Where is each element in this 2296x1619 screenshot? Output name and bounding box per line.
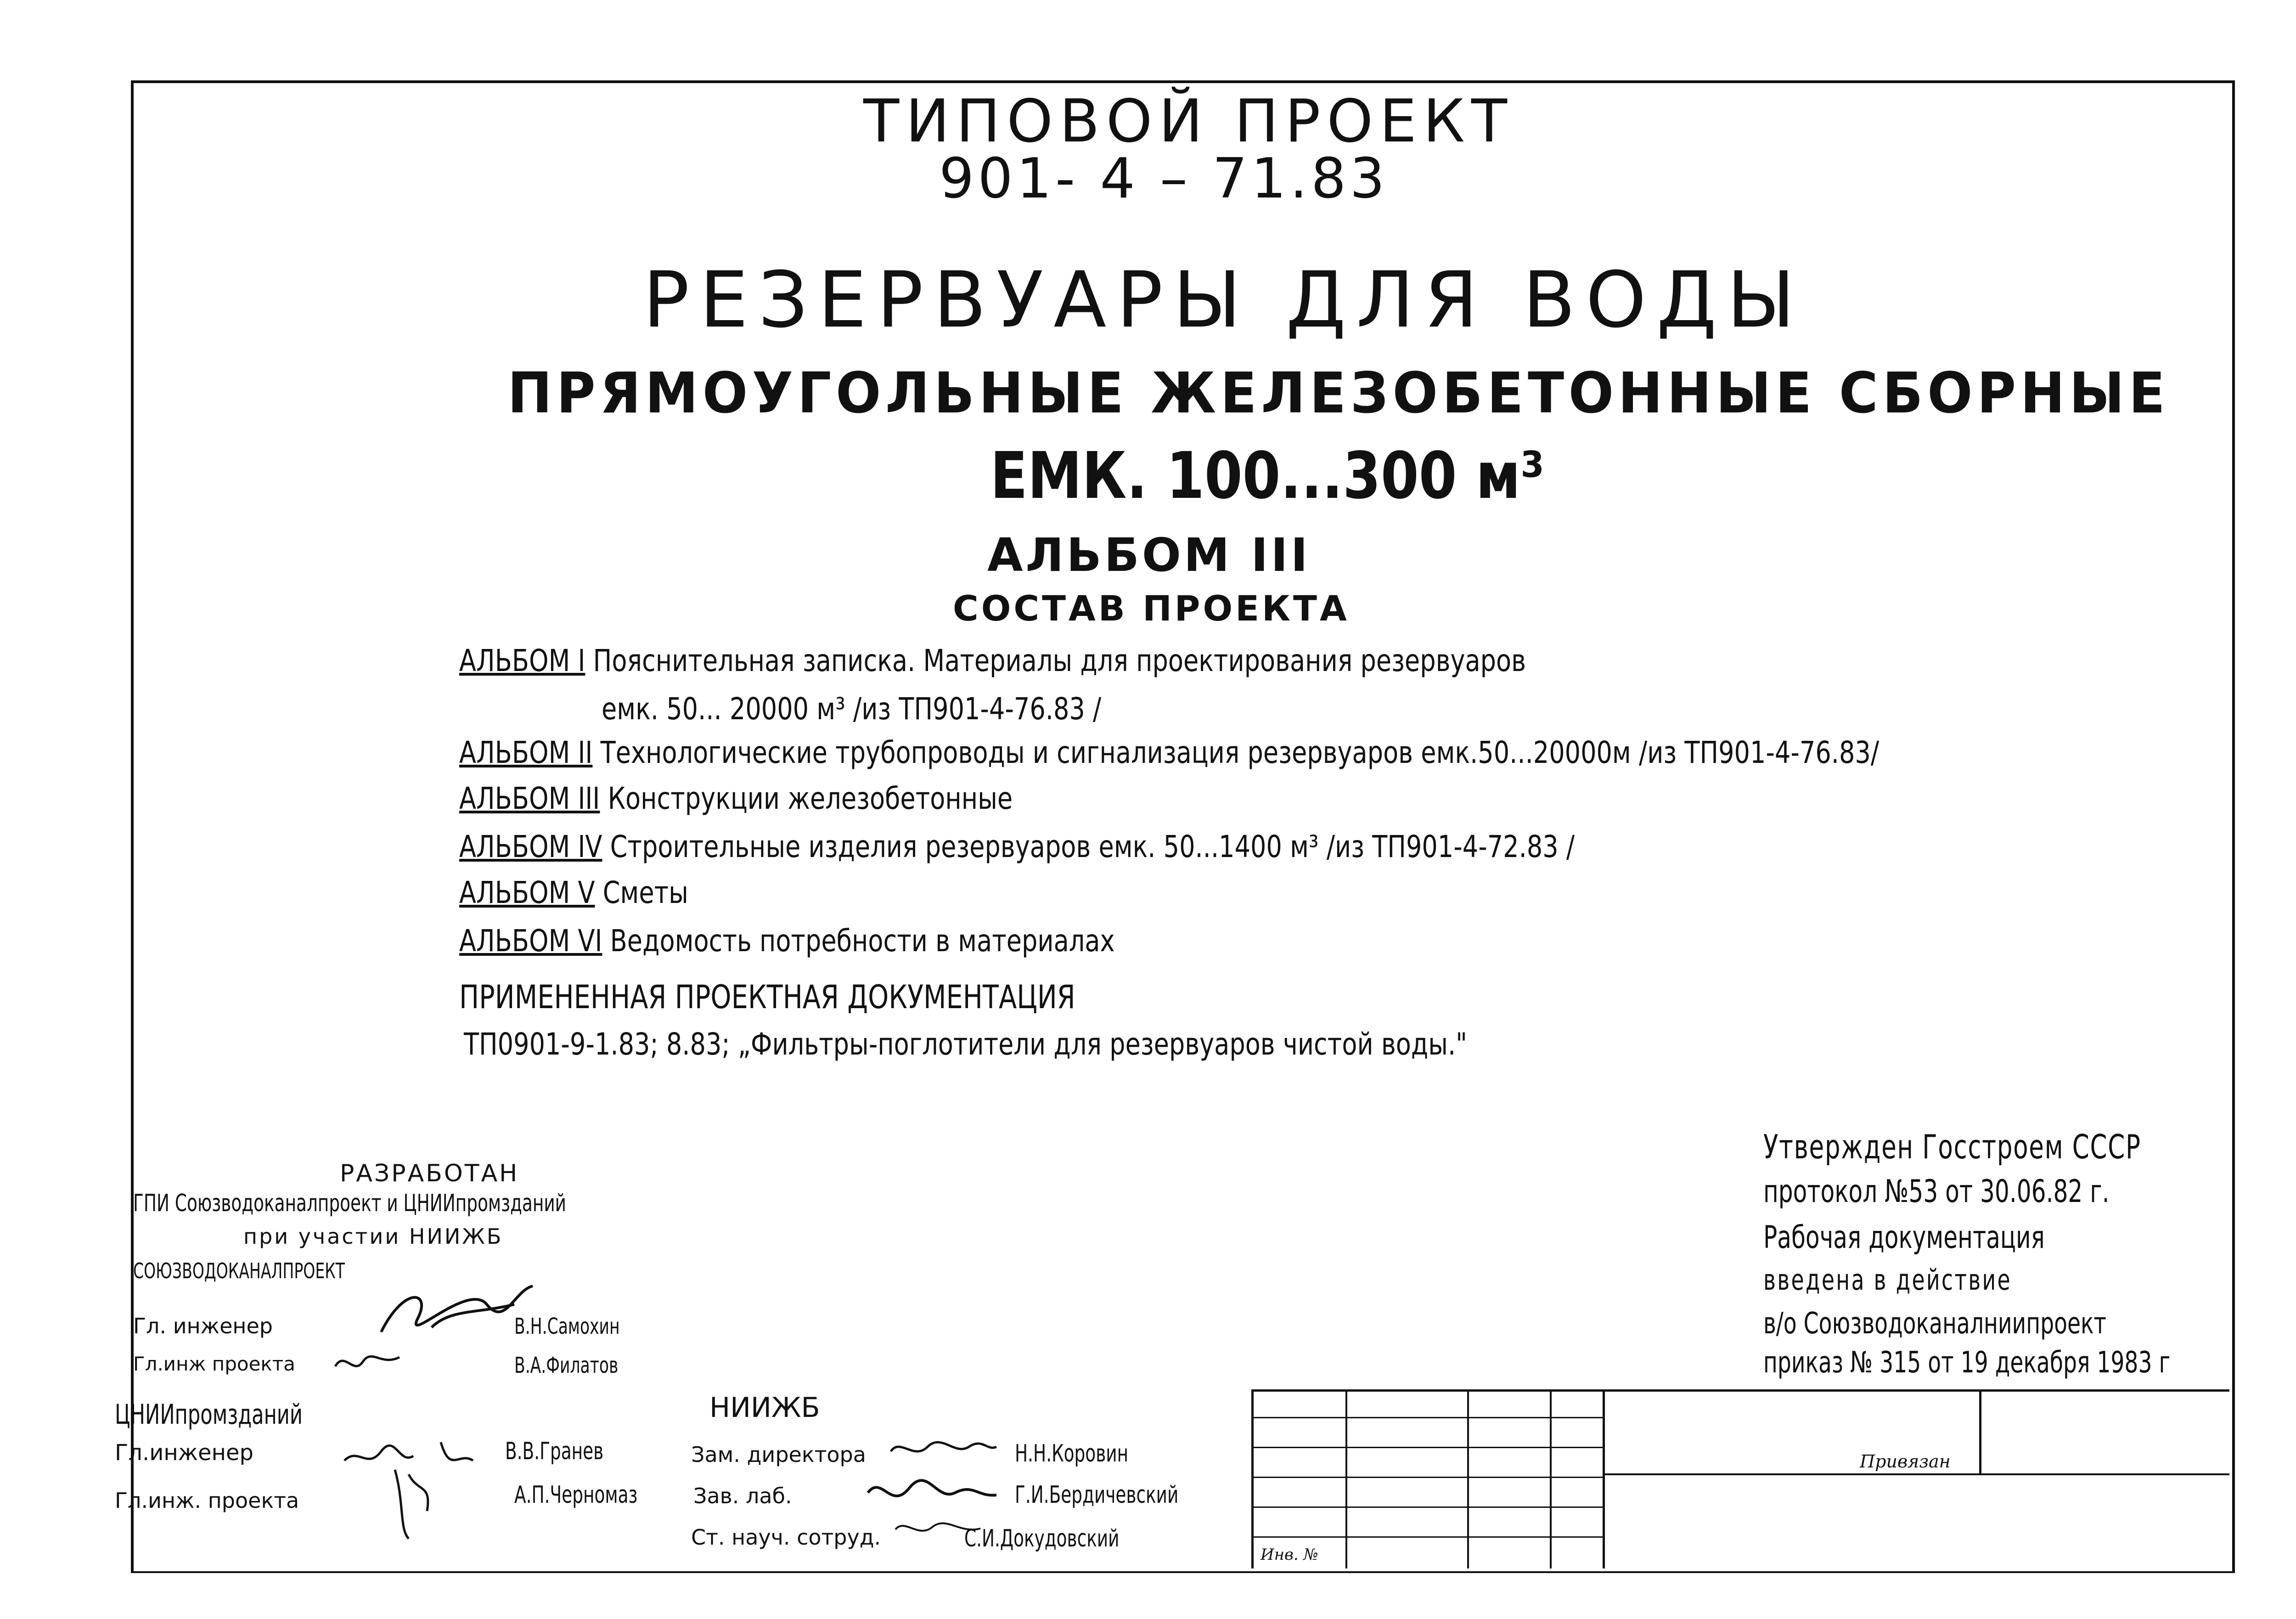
album-4-text: Строительные изделия резервуаров емк. 50...1400 м³ /из ТП901-4-72.83 / — [610, 829, 1575, 864]
approval-line5: в/о Союзводоканалниипроект — [1763, 1307, 2107, 1341]
approval-line1: Утвержден Госстроем СССР — [1763, 1128, 2141, 1166]
developed-org2: при участии НИИЖБ — [243, 1224, 503, 1249]
approval-line4: введена в действие — [1763, 1263, 2012, 1297]
header-album: АЛЬБОМ III — [987, 528, 1311, 582]
signature-researcher-image — [891, 1516, 983, 1543]
header-composition: СОСТАВ ПРОЕКТА — [953, 588, 1350, 629]
album-2-row — [459, 735, 1879, 770]
signature-lab-head-image — [863, 1474, 1001, 1516]
signature-dep-dir-image — [886, 1433, 1001, 1465]
album-4-label: АЛЬБОМ IV — [459, 829, 602, 864]
album-6-row — [459, 923, 1115, 959]
album-2-label: АЛЬБОМ II — [459, 735, 593, 770]
signature-chief-engineer-image — [377, 1277, 542, 1346]
stamp-inventory-label: Инв. № — [1261, 1546, 1318, 1564]
album-1-continuation — [602, 691, 1101, 727]
org-niizhb: НИИЖБ — [709, 1392, 820, 1424]
researcher-role: Ст. науч. сотруд. — [691, 1525, 881, 1550]
applied-docs-title: ПРИМЕНЕННАЯ ПРОЕКТНАЯ ДОКУМЕНТАЦИЯ — [459, 978, 1075, 1016]
album-1-text: Пояснительная записка. Материалы для проектирования резервуаров — [593, 643, 1526, 678]
header-capacity: ЕМК. 100...300 м³ — [990, 439, 1545, 513]
dep-dir-role: Зам. директора — [691, 1442, 866, 1467]
album-1-row — [459, 643, 1526, 678]
lab-head-name: Г.И.Бердичевский — [1015, 1481, 1179, 1509]
ce2-role: Гл.инженер — [115, 1440, 253, 1466]
album-5-row — [459, 875, 688, 910]
ce2-name: В.В.Гранев — [505, 1438, 604, 1465]
album-6-label: АЛЬБОМ VI — [459, 923, 602, 959]
developed-org3: СОЮЗВОДОКАНАЛПРОЕКТ — [133, 1258, 345, 1283]
album-3-text: Конструкции железобетонные — [608, 781, 1013, 816]
header-project-number: 901- 4 – 71.83 — [939, 147, 1389, 211]
header-typical-project: ТИПОВОЙ ПРОЕКТ — [863, 87, 1514, 156]
pe2-name: А.П.Черномаз — [514, 1481, 638, 1509]
approval-line2: протокол №53 от 30.06.82 г. — [1763, 1173, 2110, 1210]
developed-org1: ГПИ Союзводоканалпроект и ЦНИИпромзданий — [133, 1190, 566, 1217]
album-3-label: АЛЬБОМ III — [459, 781, 600, 816]
signature-pe2-image — [386, 1465, 441, 1543]
header-subtitle: ПРЯМОУГОЛЬНЫЕ ЖЕЛЕЗОБЕТОННЫЕ СБОРНЫЕ — [507, 361, 2170, 426]
album-1-cont-text: емк. 50... 20000 м³ /из ТП901-4-76.83 / — [602, 691, 1102, 727]
project-engineer-name: В.А.Филатов — [514, 1353, 619, 1378]
album-4-row — [459, 829, 1575, 864]
album-6-text: Ведомость потребности в материалах — [610, 923, 1115, 959]
approval-line6: приказ № 315 от 19 декабря 1983 г — [1763, 1346, 2171, 1380]
pe2-role: Гл.инж. проекта — [115, 1488, 299, 1513]
applied-docs-text: ТП0901-9-1.83; 8.83; „Фильтры-поглотители для резервуаров чистой воды." — [464, 1027, 1468, 1062]
stamp-bound-label: Привязан — [1860, 1451, 1951, 1472]
album-2-text: Технологические трубопроводы и сигнализация резервуаров емк.50...20000м /из ТП901-4-76.83/ — [600, 735, 1880, 770]
album-5-label: АЛЬБОМ V — [459, 875, 595, 910]
dep-dir-name: Н.Н.Коровин — [1015, 1440, 1129, 1467]
chief-engineer-role: Гл. инженер — [133, 1314, 273, 1338]
lab-head-role: Зав. лаб. — [693, 1484, 792, 1508]
signature-project-engineer-image — [331, 1348, 404, 1380]
approval-line3: Рабочая документация — [1763, 1219, 2045, 1256]
researcher-name: С.И.Докудовский — [964, 1525, 1120, 1552]
header-title: РЕЗЕРВУАРЫ ДЛЯ ВОДЫ — [643, 255, 1805, 345]
album-1-label: АЛЬБОМ I — [459, 643, 585, 678]
album-3-row — [459, 781, 1013, 816]
org-cniipromzdaniy: ЦНИИпромзданий — [115, 1399, 303, 1431]
project-engineer-role: Гл.инж проекта — [133, 1353, 295, 1375]
chief-engineer-name: В.Н.Самохин — [514, 1314, 620, 1339]
album-5-text: Сметы — [602, 875, 688, 910]
developed-title: РАЗРАБОТАН — [340, 1160, 519, 1187]
